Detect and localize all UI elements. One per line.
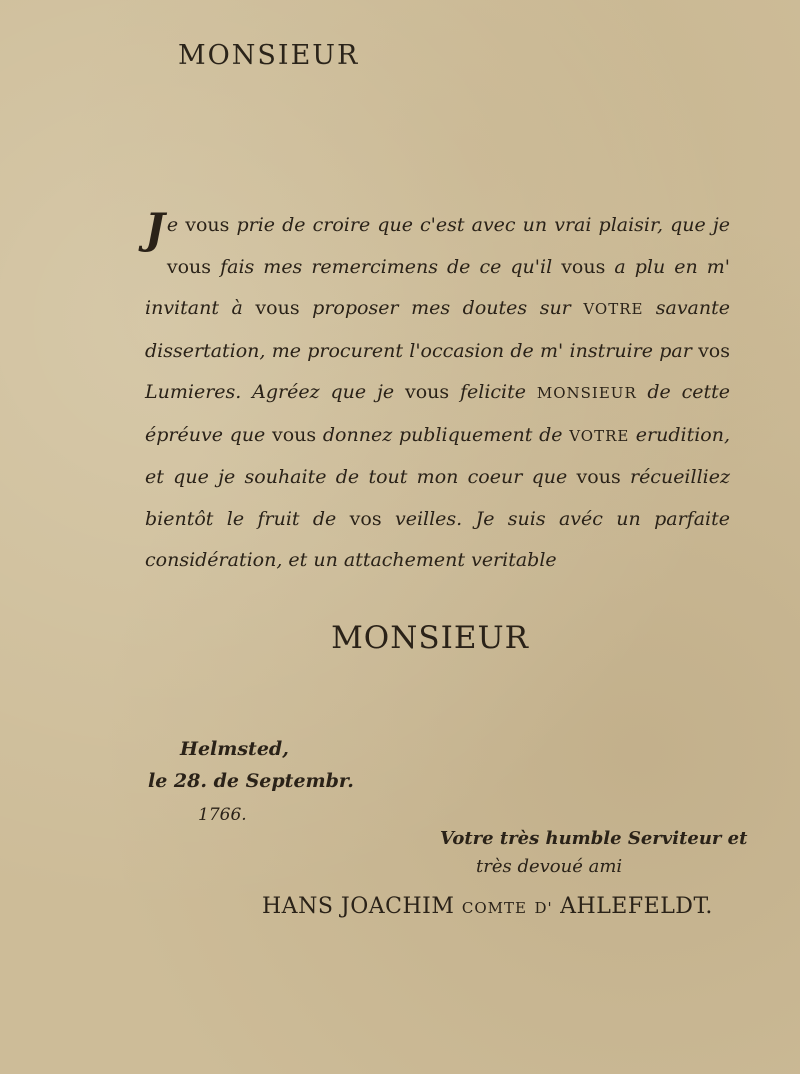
letter-segment: récueilliez bientôt le fruit de xyxy=(145,466,730,530)
letter-segment: vous xyxy=(576,466,630,488)
signature xyxy=(262,894,713,919)
letter-segment: prie de croire que c'est avec un vrai plaisir, que je xyxy=(236,214,731,236)
letter-segment: savante dissertation, me procurent l'occasion de m' instruire par xyxy=(145,297,730,362)
letter-segment: veilles. Je suis avéc un parfaite considération, et un attachement veritable xyxy=(145,507,730,571)
letter-segment: vous xyxy=(166,255,221,278)
letter-segment: vos xyxy=(698,339,730,362)
letter-segment: donnez publiquement de xyxy=(322,423,570,446)
letter-segment: vous xyxy=(185,214,237,236)
closing-salutation: MONSIEUR xyxy=(331,620,529,656)
drop-cap: J xyxy=(145,204,165,253)
place: Helmsted, xyxy=(180,738,289,760)
letter-segment: vous xyxy=(255,297,313,319)
signature-name: HANS JOACHIM xyxy=(262,894,455,919)
signature-surname: AHLEFELDT. xyxy=(560,894,713,919)
letter-segment: MONSIEUR xyxy=(536,384,648,402)
letter-segment: a plu en m' invitant à xyxy=(145,255,731,319)
letter-segment: de cette épréuve que xyxy=(145,381,730,446)
signature-title: COMTE xyxy=(461,899,527,917)
letter-segment: vous xyxy=(404,381,460,403)
letter-segment: vos xyxy=(349,507,395,530)
servant-line-1: Votre très humble Serviteur et xyxy=(440,828,748,849)
letter-segment: e xyxy=(166,214,186,236)
letter-segment: proposer mes doutes sur xyxy=(312,297,584,319)
date: le 28. de Septembr. xyxy=(148,770,354,792)
letter-segment: VOTRE xyxy=(583,300,656,318)
letter-segment: VOTRE xyxy=(569,426,636,445)
letter-segment: erudition, et que je souhaite de tout mon coeur que xyxy=(145,423,730,488)
heading: MONSIEUR xyxy=(178,40,360,71)
letter-segment: felicite xyxy=(459,381,537,403)
letter-segment: fais mes remercimens de ce qu'il xyxy=(220,255,562,278)
letter-body xyxy=(145,205,730,582)
letter-segment: vous xyxy=(272,423,323,446)
letter-segment: vous xyxy=(561,255,615,278)
letter-segment: Lumieres. Agréez que je xyxy=(145,381,405,403)
signature-particle: D' xyxy=(534,899,553,917)
servant-line-2: très devoué ami xyxy=(476,856,623,877)
year: 1766. xyxy=(198,805,247,825)
